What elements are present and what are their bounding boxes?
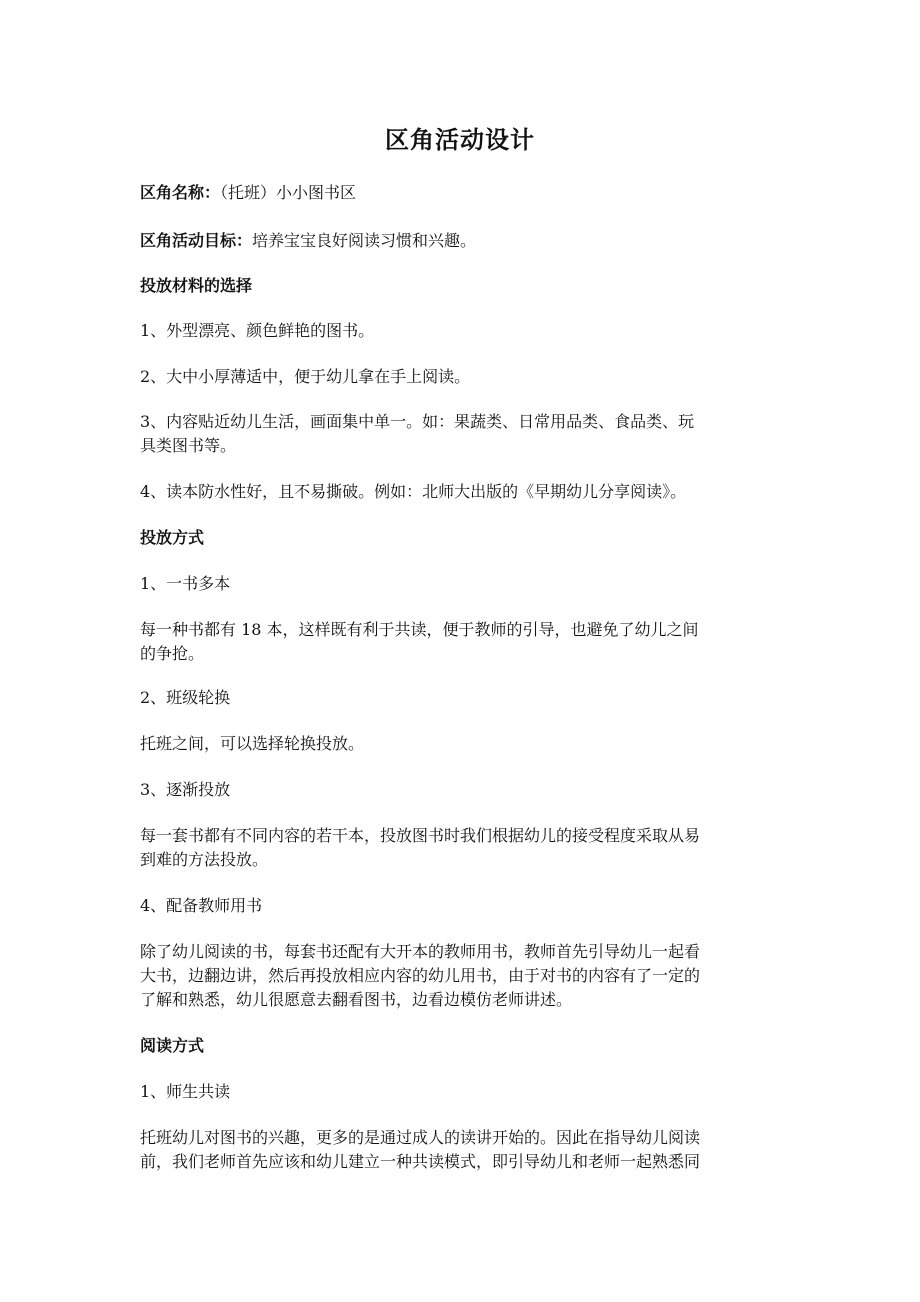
method-item-2-text: 托班之间，可以选择轮换投放。	[140, 734, 365, 753]
document-title: 区角活动设计	[385, 126, 535, 154]
corner-name-label: 区角名称：	[140, 183, 221, 202]
text-line: 3、内容贴近幼儿生活，画面集中单一。如：果蔬类、日常用品类、食品类、玩	[140, 412, 695, 431]
method-item-3-text	[140, 824, 785, 872]
text-line: 的争抢。	[140, 644, 205, 663]
text-line: 到难的方法投放。	[140, 850, 269, 869]
text-line: 大书，边翻边讲，然后再投放相应内容的幼儿用书，由于对书的内容有了一定的	[140, 966, 701, 985]
corner-goal-value: 培养宝宝良好阅读习惯和兴趣。	[252, 231, 477, 250]
heading-materials: 投放材料的选择	[140, 276, 253, 295]
corner-name-value: （托班）小小图书区	[220, 183, 357, 202]
text-line: 具类图书等。	[140, 436, 237, 455]
corner-goal	[140, 229, 785, 253]
method-item-2: 2、班级轮换	[140, 688, 231, 707]
method-item-4-text	[140, 940, 785, 1012]
text-line: 每一套书都有不同内容的若干本，投放图书时我们根据幼儿的接受程度采取从易	[140, 826, 701, 845]
method-item-1: 1、一书多本	[140, 574, 231, 593]
text-line: 前，我们老师首先应该和幼儿建立一种共读模式，即引导幼儿和老师一起熟悉同	[140, 1152, 701, 1171]
heading-reading: 阅读方式	[140, 1036, 205, 1055]
text-line: 托班幼儿对图书的兴趣，更多的是通过成人的读讲开始的。因此在指导幼儿阅读	[140, 1128, 701, 1147]
heading-method: 投放方式	[140, 528, 205, 547]
method-item-3: 3、逐渐投放	[140, 780, 231, 799]
text-line: 除了幼儿阅读的书，每套书还配有大开本的教师用书，教师首先引导幼儿一起看	[140, 942, 701, 961]
material-item-1: 1、外型漂亮、颜色鲜艳的图书。	[140, 321, 375, 340]
corner-name	[140, 181, 785, 205]
material-item-4: 4、读本防水性好，且不易撕破。例如：北师大出版的《早期幼儿分享阅读》。	[140, 482, 687, 501]
method-item-4: 4、配备教师用书	[140, 896, 263, 915]
corner-goal-label: 区角活动目标：	[140, 231, 253, 250]
reading-item-1-text	[140, 1126, 785, 1174]
method-item-1-text	[140, 618, 785, 666]
reading-item-1: 1、师生共读	[140, 1082, 231, 1101]
material-item-2: 2、大中小厚薄适中，便于幼儿拿在手上阅读。	[140, 367, 471, 386]
text-line: 每一种书都有 18 本，这样既有利于共读，便于教师的引导，也避免了幼儿之间	[140, 620, 699, 639]
text-line: 了解和熟悉，幼儿很愿意去翻看图书，边看边模仿老师讲述。	[140, 990, 573, 1009]
material-item-3	[140, 410, 785, 458]
